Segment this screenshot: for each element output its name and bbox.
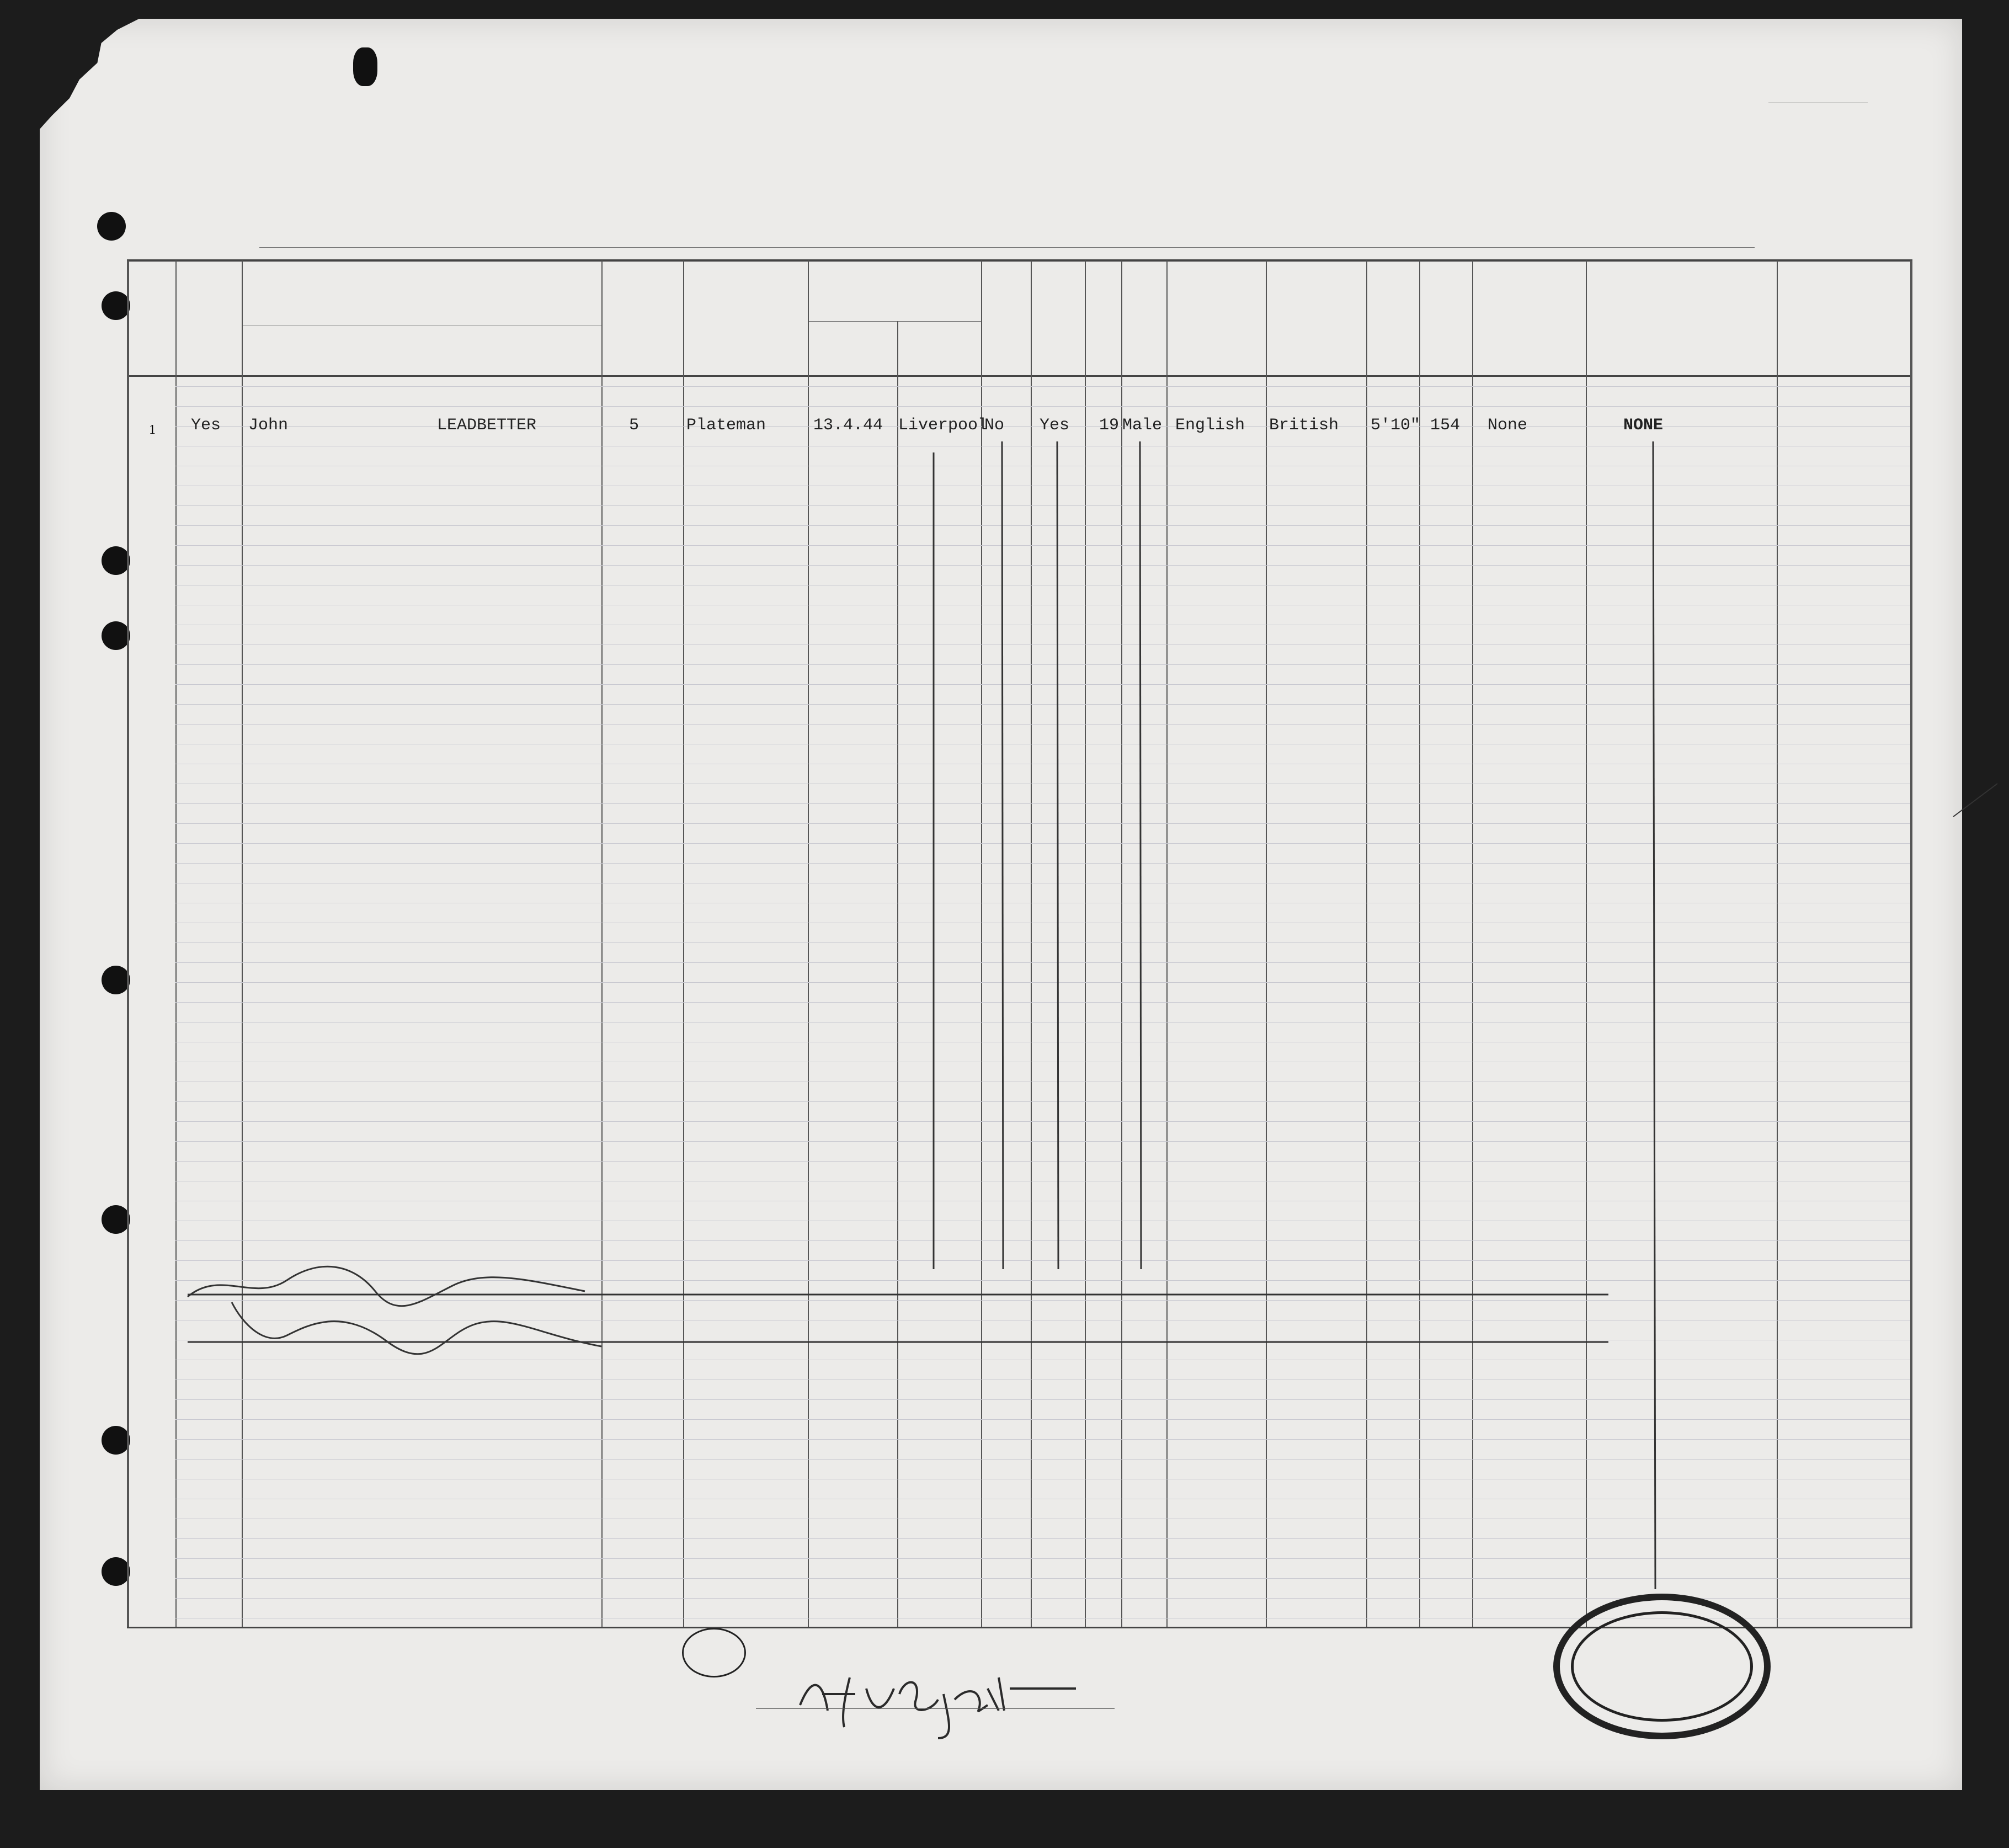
- cell-read: Yes: [1040, 416, 1070, 435]
- cell-discharge: No: [984, 416, 1005, 435]
- cell-weight: 154: [1430, 416, 1461, 435]
- cell-race: English: [1175, 416, 1245, 435]
- inspector-signature: [789, 1655, 1098, 1744]
- cell-given: John: [248, 416, 289, 435]
- cell-years: 5: [629, 416, 640, 435]
- cell-marks: None: [1488, 416, 1528, 435]
- cell-sex: Male: [1122, 416, 1163, 435]
- cell-age: 19: [1099, 416, 1120, 435]
- cell-where: Liverpool: [898, 416, 988, 435]
- row-number: 1: [149, 423, 156, 437]
- inspector-line: [756, 1708, 1115, 1709]
- cell-family: LEADBETTER: [437, 416, 537, 435]
- cell-prev: Yes: [191, 416, 221, 435]
- cell-remarks: NONE: [1623, 416, 1664, 435]
- cell-when: 13.4.44: [813, 416, 883, 435]
- mm-office-stamp: [1553, 1594, 1771, 1739]
- crew-count-circle: [682, 1628, 746, 1677]
- cell-position: Plateman: [686, 416, 766, 435]
- stamp-inner-ring: [1571, 1611, 1753, 1722]
- cell-height: 5'10": [1371, 416, 1421, 435]
- cell-nationality: British: [1269, 416, 1339, 435]
